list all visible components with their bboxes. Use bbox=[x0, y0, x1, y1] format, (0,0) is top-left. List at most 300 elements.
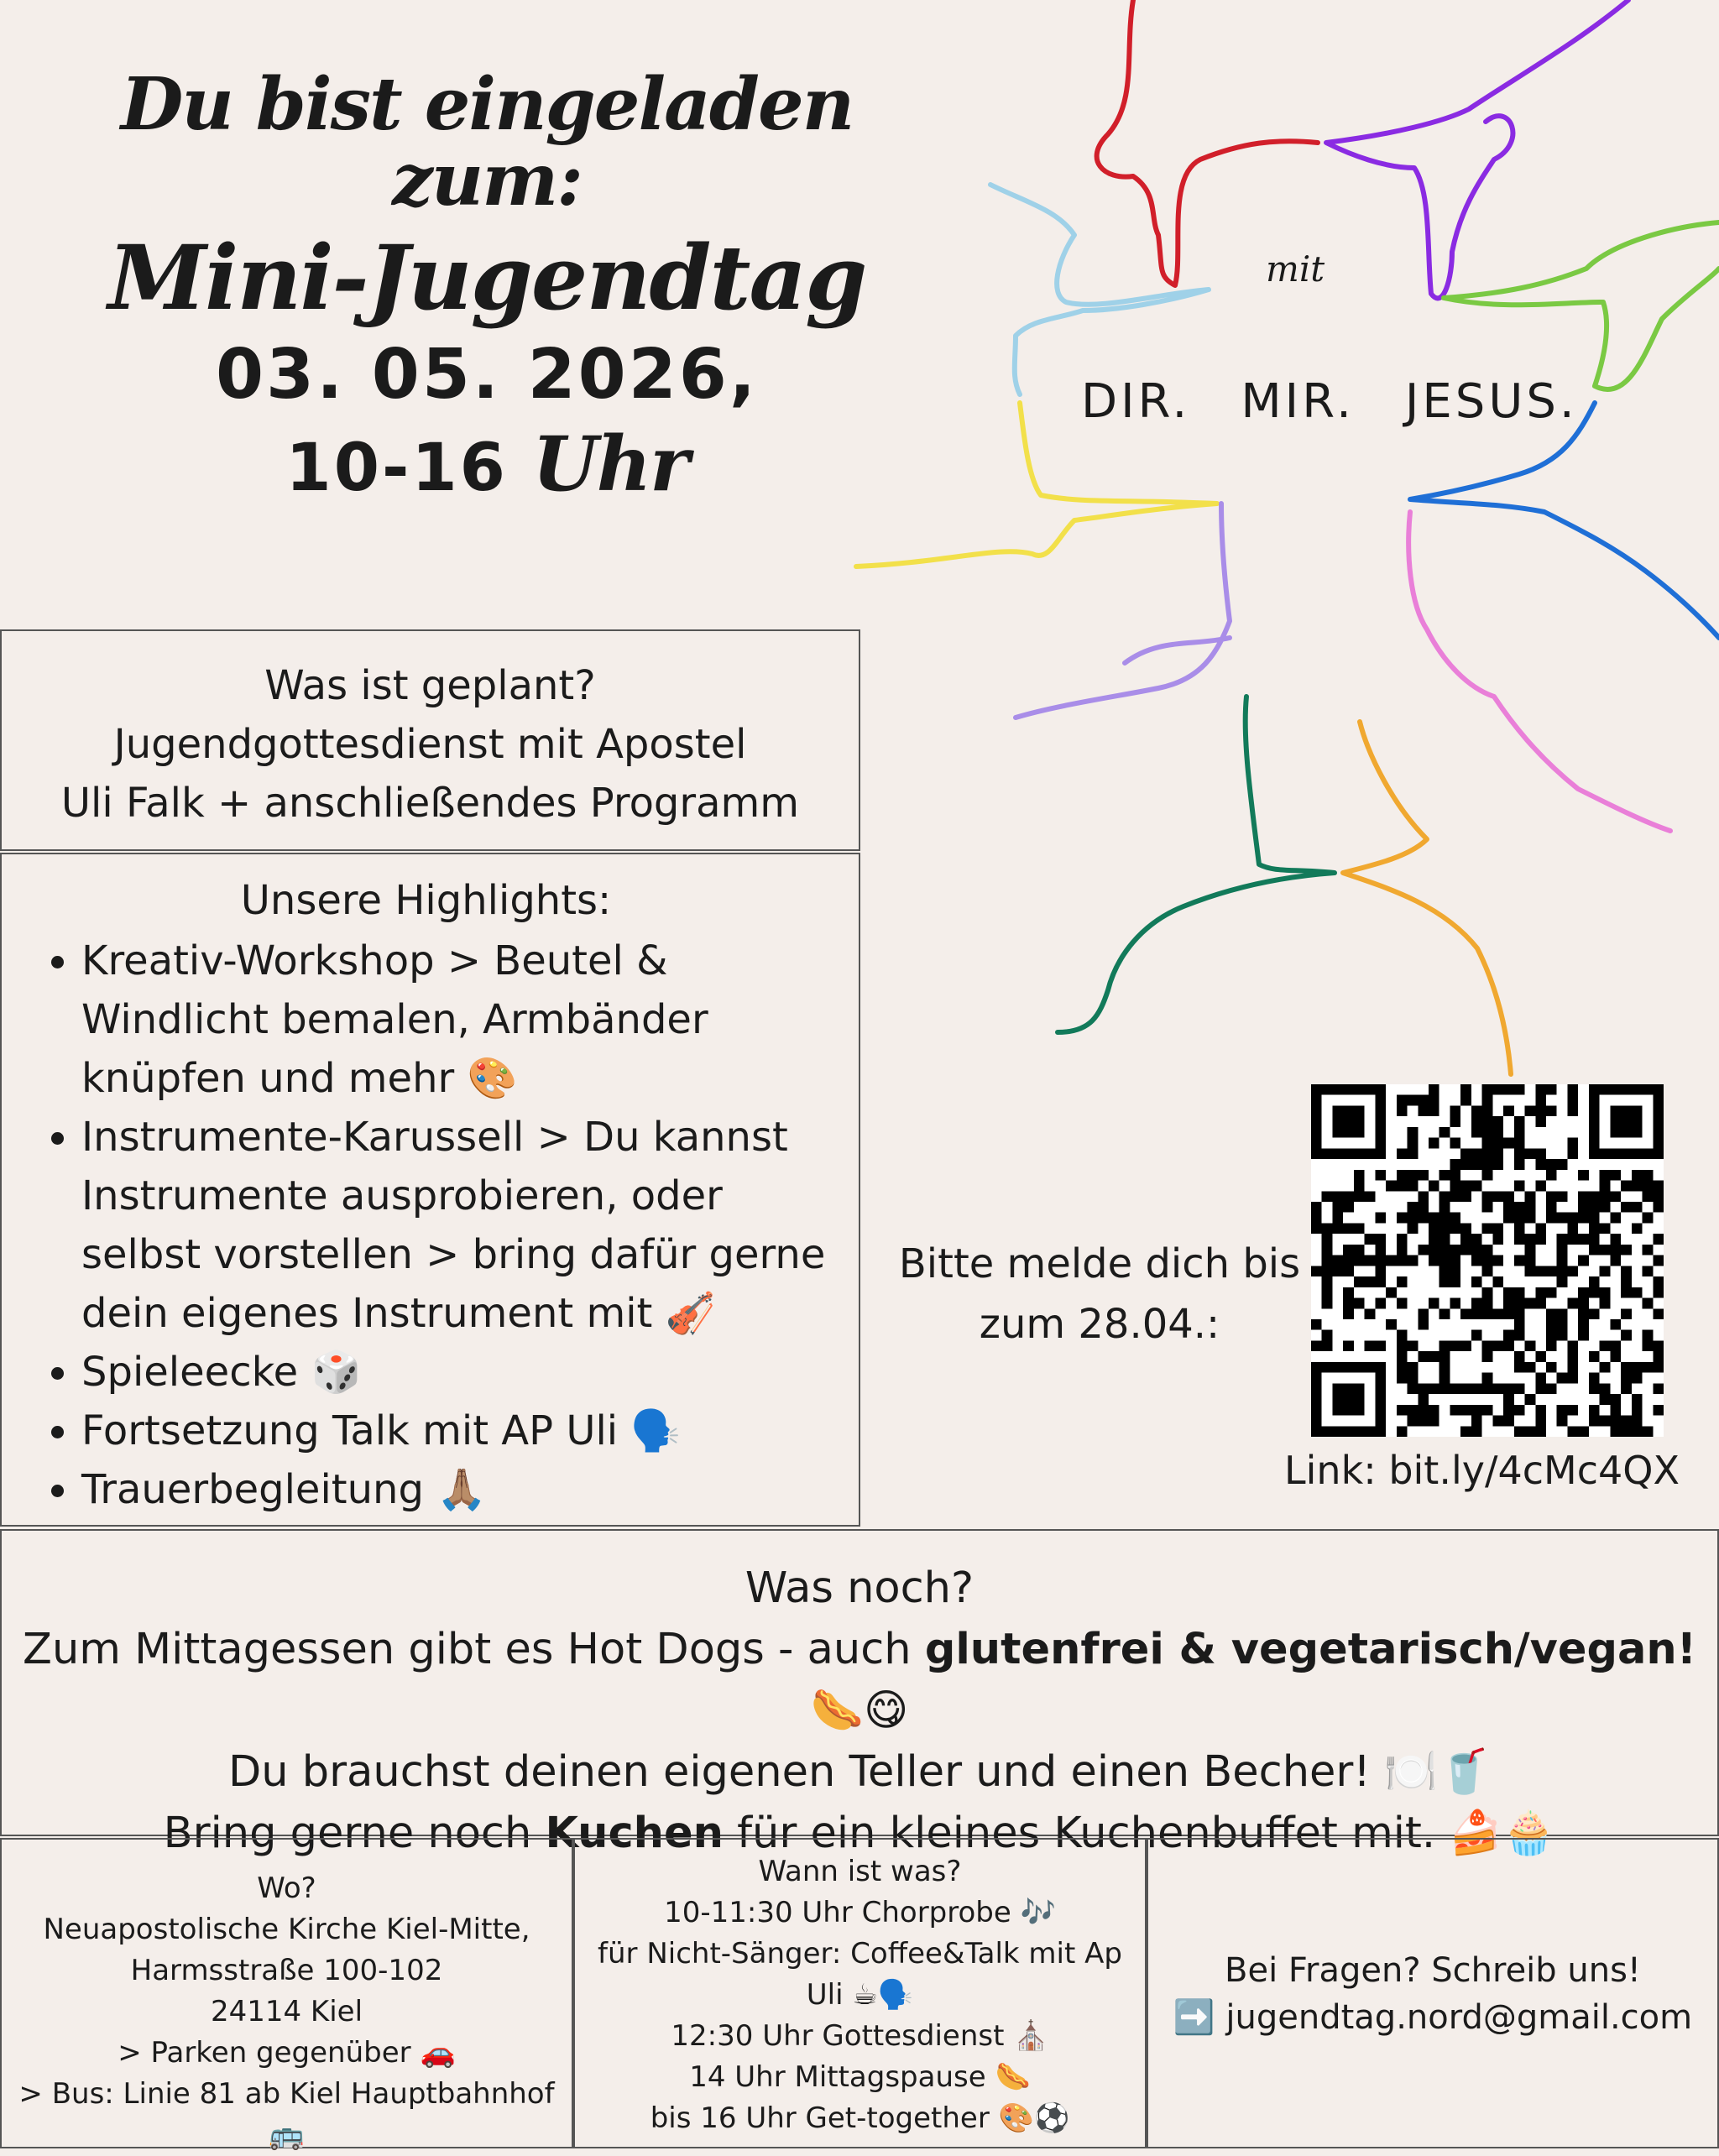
qr-module bbox=[1332, 1223, 1343, 1234]
more-line-1-bold: glutenfrei & vegetarisch/vegan! bbox=[924, 1625, 1696, 1674]
qr-module bbox=[1482, 1127, 1493, 1138]
location-line: > Parken gegenüber 🚗 bbox=[118, 2036, 456, 2070]
qr-module bbox=[1589, 1351, 1600, 1362]
qr-module bbox=[1471, 1405, 1482, 1416]
qr-module bbox=[1408, 1148, 1419, 1159]
qr-module bbox=[1492, 1116, 1503, 1127]
qr-module bbox=[1514, 1181, 1525, 1192]
qr-module bbox=[1386, 1319, 1397, 1330]
qr-module bbox=[1450, 1213, 1460, 1224]
qr-module bbox=[1450, 1223, 1460, 1234]
slogan bbox=[1081, 374, 1628, 429]
qr-module bbox=[1418, 1308, 1429, 1319]
qr-module bbox=[1408, 1170, 1419, 1181]
qr-module bbox=[1535, 1116, 1546, 1127]
qr-module bbox=[1460, 1159, 1471, 1170]
qr-module bbox=[1450, 1255, 1460, 1266]
qr-module bbox=[1439, 1276, 1450, 1287]
location-box bbox=[0, 1838, 573, 2152]
qr-module bbox=[1429, 1416, 1439, 1427]
qr-module bbox=[1408, 1138, 1419, 1149]
qr-module bbox=[1600, 1191, 1611, 1202]
qr-module bbox=[1514, 1084, 1525, 1095]
location-line: > Bus: Linie 81 ab Kiel Hauptbahnhof 🚌 bbox=[18, 2077, 555, 2152]
qr-module bbox=[1471, 1255, 1482, 1266]
qr-module bbox=[1450, 1181, 1460, 1192]
qr-module bbox=[1429, 1138, 1439, 1149]
qr-module bbox=[1653, 1287, 1664, 1298]
qr-module bbox=[1567, 1105, 1578, 1116]
highlights-list bbox=[2, 932, 850, 1519]
qr-module bbox=[1439, 1202, 1450, 1213]
qr-module bbox=[1375, 1245, 1386, 1255]
more-title: Was noch? bbox=[745, 1563, 974, 1613]
qr-module bbox=[1567, 1351, 1578, 1362]
qr-module bbox=[1514, 1127, 1525, 1138]
qr-module bbox=[1460, 1223, 1471, 1234]
qr-module bbox=[1653, 1234, 1664, 1245]
qr-module bbox=[1397, 1426, 1408, 1437]
qr-module bbox=[1632, 1394, 1643, 1405]
qr-module bbox=[1322, 1234, 1333, 1245]
location-line: Neuapostolische Kirche Kiel-Mitte, bbox=[43, 1913, 530, 1946]
qr-module bbox=[1354, 1191, 1365, 1202]
qr-module bbox=[1311, 1213, 1322, 1224]
qr-module bbox=[1397, 1148, 1408, 1159]
qr-module bbox=[1503, 1138, 1514, 1149]
qr-module bbox=[1525, 1426, 1536, 1437]
qr-module bbox=[1632, 1373, 1643, 1384]
qr-module bbox=[1439, 1191, 1450, 1202]
qr-module bbox=[1492, 1255, 1503, 1266]
more-line-2: Du brauchst deinen eigenen Teller und einen Becher! 🍽️🥤 bbox=[227, 1747, 1492, 1797]
qr-module bbox=[1386, 1255, 1397, 1266]
qr-module bbox=[1375, 1276, 1386, 1287]
qr-module bbox=[1365, 1234, 1376, 1245]
schedule-line: für Nicht-Sänger: Coffee&Talk mit Ap bbox=[598, 1937, 1122, 1971]
qr-module bbox=[1643, 1170, 1654, 1181]
contact-email-row bbox=[1148, 1994, 1717, 2041]
qr-module bbox=[1514, 1362, 1525, 1373]
qr-module bbox=[1408, 1362, 1419, 1373]
qr-module bbox=[1632, 1287, 1643, 1298]
qr-module bbox=[1492, 1234, 1503, 1245]
qr-module bbox=[1439, 1127, 1450, 1138]
qr-module bbox=[1610, 1191, 1621, 1202]
qr-module bbox=[1439, 1245, 1450, 1255]
qr-module bbox=[1429, 1095, 1439, 1106]
qr-module bbox=[1503, 1340, 1514, 1351]
contact-email[interactable]: jugendtag.nord@gmail.com bbox=[1225, 1998, 1693, 2037]
qr-module bbox=[1610, 1351, 1621, 1362]
qr-module bbox=[1514, 1159, 1525, 1170]
qr-module bbox=[1471, 1127, 1482, 1138]
qr-module bbox=[1632, 1426, 1643, 1437]
qr-module bbox=[1578, 1191, 1589, 1202]
qr-module bbox=[1482, 1266, 1493, 1276]
qr-module bbox=[1460, 1084, 1471, 1095]
qr-module bbox=[1429, 1383, 1439, 1394]
event-time-numbers: 10-16 bbox=[285, 430, 508, 506]
qr-module bbox=[1397, 1298, 1408, 1309]
qr-module bbox=[1610, 1234, 1621, 1245]
qr-module bbox=[1365, 1255, 1376, 1266]
qr-module bbox=[1643, 1213, 1654, 1224]
schedule-box bbox=[573, 1838, 1147, 2148]
qr-module bbox=[1460, 1308, 1471, 1319]
qr-module bbox=[1610, 1416, 1621, 1427]
qr-module bbox=[1332, 1213, 1343, 1224]
qr-module bbox=[1535, 1148, 1546, 1159]
qr-module bbox=[1322, 1287, 1333, 1298]
hands-cross-illustration bbox=[806, 0, 1719, 1091]
qr-module bbox=[1535, 1351, 1546, 1362]
qr-module bbox=[1450, 1266, 1460, 1276]
qr-module bbox=[1471, 1245, 1482, 1255]
qr-module bbox=[1535, 1405, 1546, 1416]
qr-module bbox=[1632, 1170, 1643, 1181]
qr-module bbox=[1557, 1266, 1568, 1276]
qr-module bbox=[1535, 1159, 1546, 1170]
qr-module bbox=[1343, 1298, 1354, 1309]
qr-module bbox=[1418, 1319, 1429, 1330]
qr-module bbox=[1322, 1223, 1333, 1234]
qr-module bbox=[1418, 1202, 1429, 1213]
highlight-item: • Spieleecke 🎲 bbox=[81, 1343, 850, 1402]
qr-module bbox=[1482, 1245, 1493, 1255]
qr-module bbox=[1429, 1245, 1439, 1255]
qr-module bbox=[1610, 1245, 1621, 1255]
qr-module bbox=[1471, 1426, 1482, 1437]
headline-invite: Du bist eingeladen zum: bbox=[120, 62, 854, 223]
qr-module bbox=[1546, 1105, 1557, 1116]
qr-module bbox=[1343, 1191, 1354, 1202]
qr-module bbox=[1354, 1170, 1365, 1181]
qr-module bbox=[1482, 1202, 1493, 1213]
event-time-word: Uhr bbox=[532, 419, 688, 509]
qr-module bbox=[1418, 1351, 1429, 1362]
qr-module bbox=[1429, 1181, 1439, 1192]
qr-module bbox=[1397, 1276, 1408, 1287]
qr-module bbox=[1653, 1255, 1664, 1266]
qr-module bbox=[1503, 1213, 1514, 1224]
qr-module bbox=[1460, 1234, 1471, 1245]
qr-module bbox=[1418, 1383, 1429, 1394]
qr-module bbox=[1482, 1116, 1493, 1127]
qr-module bbox=[1482, 1159, 1493, 1170]
qr-module bbox=[1397, 1255, 1408, 1266]
qr-module bbox=[1525, 1362, 1536, 1373]
qr-module bbox=[1525, 1266, 1536, 1276]
qr-module bbox=[1557, 1234, 1568, 1245]
qr-module bbox=[1322, 1276, 1333, 1287]
qr-module bbox=[1492, 1383, 1503, 1394]
qr-module bbox=[1492, 1416, 1503, 1427]
qr-module bbox=[1492, 1308, 1503, 1319]
schedule-title: Wann ist was? bbox=[758, 1855, 962, 1888]
qr-module bbox=[1439, 1266, 1450, 1276]
qr-module bbox=[1439, 1373, 1450, 1384]
qr-module bbox=[1653, 1181, 1664, 1192]
qr-module bbox=[1503, 1394, 1514, 1405]
qr-module bbox=[1578, 1426, 1589, 1437]
qr-module bbox=[1632, 1223, 1643, 1234]
location-title: Wo? bbox=[257, 1871, 316, 1905]
qr-module bbox=[1375, 1234, 1386, 1245]
qr-module bbox=[1514, 1116, 1525, 1127]
qr-module bbox=[1482, 1308, 1493, 1319]
qr-module bbox=[1450, 1116, 1460, 1127]
qr-module bbox=[1535, 1223, 1546, 1234]
qr-module bbox=[1578, 1234, 1589, 1245]
qr-module bbox=[1653, 1276, 1664, 1287]
qr-module bbox=[1503, 1308, 1514, 1319]
highlight-item: • Fortsetzung Talk mit AP Uli 🗣️ bbox=[81, 1402, 850, 1460]
qr-module bbox=[1621, 1287, 1632, 1298]
event-date: 03. 05. 2026, bbox=[216, 334, 758, 415]
qr-module bbox=[1535, 1373, 1546, 1384]
qr-module bbox=[1589, 1287, 1600, 1298]
qr-module bbox=[1653, 1202, 1664, 1213]
qr-module bbox=[1429, 1234, 1439, 1245]
qr-module bbox=[1397, 1330, 1408, 1341]
qr-module bbox=[1578, 1298, 1589, 1309]
qr-module bbox=[1567, 1362, 1578, 1373]
qr-module bbox=[1535, 1266, 1546, 1276]
qr-module bbox=[1514, 1426, 1525, 1437]
qr-module bbox=[1450, 1245, 1460, 1255]
qr-module bbox=[1429, 1351, 1439, 1362]
qr-module bbox=[1621, 1373, 1632, 1384]
lavender-hand-line bbox=[1016, 504, 1230, 718]
qr-module bbox=[1397, 1170, 1408, 1181]
qr-module bbox=[1567, 1405, 1578, 1416]
qr-module bbox=[1492, 1084, 1503, 1095]
qr-module bbox=[1546, 1170, 1557, 1181]
qr-module bbox=[1653, 1362, 1664, 1373]
qr-module bbox=[1610, 1319, 1621, 1330]
qr-module bbox=[1567, 1213, 1578, 1224]
qr-module bbox=[1343, 1223, 1354, 1234]
qr-module bbox=[1450, 1170, 1460, 1181]
qr-module bbox=[1450, 1383, 1460, 1394]
qr-module bbox=[1482, 1105, 1493, 1116]
qr-module bbox=[1557, 1319, 1568, 1330]
qr-module bbox=[1546, 1213, 1557, 1224]
qr-module bbox=[1482, 1298, 1493, 1309]
qr-module bbox=[1567, 1084, 1578, 1095]
qr-code[interactable] bbox=[1311, 1084, 1664, 1437]
qr-module bbox=[1514, 1319, 1525, 1330]
qr-module bbox=[1332, 1383, 1364, 1415]
qr-module bbox=[1482, 1191, 1493, 1202]
qr-module bbox=[1643, 1181, 1654, 1192]
qr-module bbox=[1482, 1383, 1493, 1394]
more-line-1-a: Zum Mittagessen gibt es Hot Dogs - auch bbox=[23, 1625, 925, 1674]
qr-module bbox=[1386, 1181, 1397, 1192]
qr-module bbox=[1397, 1105, 1408, 1116]
registration-link[interactable]: Link: bit.ly/4cMc4QX bbox=[1284, 1448, 1680, 1493]
qr-module bbox=[1375, 1213, 1386, 1224]
qr-module bbox=[1535, 1287, 1546, 1298]
qr-module bbox=[1567, 1095, 1578, 1106]
highlight-item: • Kreativ-Workshop > Beutel & Windlicht bemalen, Armbänder knüpfen und mehr 🎨 bbox=[81, 932, 850, 1108]
qr-module bbox=[1311, 1319, 1322, 1330]
qr-module bbox=[1332, 1202, 1343, 1213]
qr-module bbox=[1589, 1213, 1600, 1224]
qr-module bbox=[1546, 1202, 1557, 1213]
qr-module bbox=[1439, 1351, 1450, 1362]
qr-module bbox=[1408, 1383, 1419, 1394]
headline bbox=[84, 59, 890, 509]
qr-module bbox=[1482, 1138, 1493, 1149]
qr-module bbox=[1525, 1394, 1536, 1405]
qr-module bbox=[1600, 1202, 1611, 1213]
qr-module bbox=[1546, 1159, 1557, 1170]
qr-module bbox=[1482, 1255, 1493, 1266]
qr-module bbox=[1653, 1383, 1664, 1394]
qr-module bbox=[1557, 1276, 1568, 1287]
more-info-box bbox=[0, 1529, 1719, 1858]
more-line-1-c: 🌭😋 bbox=[810, 1686, 909, 1736]
qr-module bbox=[1600, 1223, 1611, 1234]
qr-module bbox=[1643, 1298, 1654, 1309]
qr-module bbox=[1332, 1105, 1364, 1137]
event-title: Mini-Jugendtag bbox=[107, 224, 866, 330]
qr-module bbox=[1429, 1105, 1439, 1116]
qr-module bbox=[1557, 1373, 1568, 1384]
qr-module bbox=[1354, 1181, 1365, 1192]
qr-module bbox=[1546, 1191, 1557, 1202]
qr-module bbox=[1535, 1416, 1546, 1427]
qr-module bbox=[1557, 1416, 1568, 1427]
qr-module bbox=[1322, 1266, 1333, 1276]
qr-module bbox=[1343, 1202, 1354, 1213]
location-line: 24114 Kiel bbox=[210, 1995, 363, 2028]
qr-module bbox=[1311, 1202, 1322, 1213]
qr-module bbox=[1589, 1416, 1600, 1427]
qr-module bbox=[1492, 1138, 1503, 1149]
qr-module bbox=[1322, 1298, 1333, 1309]
qr-module bbox=[1397, 1245, 1408, 1255]
qr-module bbox=[1514, 1405, 1525, 1416]
slogan-word-jesus: JESUS. bbox=[1404, 374, 1578, 429]
qr-module bbox=[1535, 1084, 1546, 1095]
qr-module bbox=[1418, 1095, 1429, 1106]
qr-module bbox=[1408, 1127, 1419, 1138]
qr-module bbox=[1557, 1308, 1568, 1319]
qr-module bbox=[1514, 1330, 1525, 1341]
qr-module bbox=[1429, 1405, 1439, 1416]
qr-module bbox=[1632, 1362, 1643, 1373]
qr-module bbox=[1610, 1255, 1621, 1266]
qr-module bbox=[1460, 1405, 1471, 1416]
qr-module bbox=[1514, 1202, 1525, 1213]
qr-module bbox=[1450, 1105, 1460, 1116]
qr-module bbox=[1567, 1298, 1578, 1309]
qr-module bbox=[1621, 1308, 1632, 1319]
qr-module bbox=[1418, 1105, 1429, 1116]
qr-module bbox=[1578, 1170, 1589, 1181]
qr-module bbox=[1514, 1148, 1525, 1159]
qr-module bbox=[1460, 1148, 1471, 1159]
qr-module bbox=[1578, 1319, 1589, 1330]
qr-module bbox=[1589, 1202, 1600, 1213]
plan-title: Was ist geplant? bbox=[264, 662, 596, 709]
qr-module bbox=[1557, 1213, 1568, 1224]
qr-module bbox=[1429, 1213, 1439, 1224]
qr-module bbox=[1482, 1340, 1493, 1351]
slogan-word-dir: DIR. bbox=[1081, 374, 1191, 429]
qr-module bbox=[1460, 1191, 1471, 1202]
schedule-line: 12:30 Uhr Gottesdienst ⛪ bbox=[671, 2019, 1049, 2053]
qr-module bbox=[1343, 1266, 1354, 1276]
qr-module bbox=[1397, 1362, 1408, 1373]
qr-module bbox=[1503, 1383, 1514, 1394]
qr-module bbox=[1375, 1255, 1386, 1266]
qr-module bbox=[1600, 1394, 1611, 1405]
qr-module bbox=[1354, 1298, 1365, 1309]
qr-module bbox=[1471, 1159, 1482, 1170]
more-line-3-bold: Kuchen bbox=[545, 1809, 724, 1858]
qr-module bbox=[1525, 1191, 1536, 1202]
qr-module bbox=[1439, 1383, 1450, 1394]
qr-module bbox=[1514, 1383, 1525, 1394]
plan-box bbox=[0, 629, 860, 851]
qr-module bbox=[1408, 1405, 1419, 1416]
qr-module bbox=[1535, 1383, 1546, 1394]
qr-module bbox=[1460, 1340, 1471, 1351]
qr-module bbox=[1482, 1170, 1493, 1181]
qr-module bbox=[1471, 1148, 1482, 1159]
qr-module bbox=[1567, 1223, 1578, 1234]
highlight-item: • Trauerbegleitung 🙏🏽 bbox=[81, 1460, 850, 1519]
qr-module bbox=[1492, 1148, 1503, 1159]
qr-module bbox=[1408, 1095, 1419, 1106]
qr-module bbox=[1418, 1191, 1429, 1202]
qr-module bbox=[1653, 1405, 1664, 1416]
qr-module bbox=[1429, 1223, 1439, 1234]
qr-module bbox=[1621, 1245, 1632, 1255]
qr-module bbox=[1653, 1340, 1664, 1351]
qr-module bbox=[1525, 1105, 1536, 1116]
qr-module bbox=[1460, 1181, 1471, 1192]
qr-module bbox=[1450, 1138, 1460, 1149]
qr-module bbox=[1450, 1405, 1460, 1416]
plan-line-1: Jugendgottesdienst mit Apostel bbox=[113, 721, 747, 768]
qr-module bbox=[1514, 1351, 1525, 1362]
qr-module bbox=[1503, 1105, 1514, 1116]
qr-module bbox=[1589, 1405, 1600, 1416]
more-line-1 bbox=[2, 1619, 1717, 1741]
qr-module bbox=[1460, 1095, 1471, 1106]
qr-module bbox=[1492, 1159, 1503, 1170]
qr-module bbox=[1471, 1330, 1482, 1341]
qr-module bbox=[1322, 1191, 1333, 1202]
orange-hand-line bbox=[1343, 722, 1511, 1074]
arrow-right-icon: ➡️ bbox=[1173, 1998, 1215, 2037]
qr-module bbox=[1567, 1373, 1578, 1384]
qr-module bbox=[1600, 1298, 1611, 1309]
qr-module bbox=[1482, 1405, 1493, 1416]
qr-module bbox=[1632, 1405, 1643, 1416]
qr-module bbox=[1450, 1298, 1460, 1309]
qr-module bbox=[1621, 1362, 1632, 1373]
qr-module bbox=[1578, 1202, 1589, 1213]
qr-module bbox=[1525, 1234, 1536, 1245]
qr-module bbox=[1546, 1287, 1557, 1298]
qr-module bbox=[1610, 1394, 1621, 1405]
